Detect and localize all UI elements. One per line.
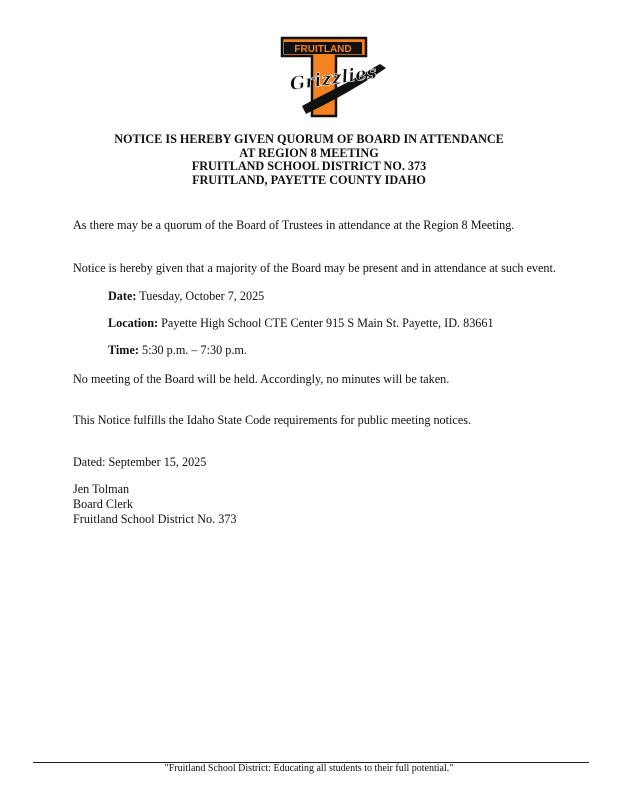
time-line bbox=[108, 343, 247, 358]
time-value: 5:30 p.m. – 7:30 p.m. bbox=[138, 343, 247, 357]
date-label: Date: bbox=[108, 289, 137, 303]
date-value: Tuesday, October 7, 2025 bbox=[136, 289, 265, 303]
footer-motto: "Fruitland School District: Educating all students to their full potential." bbox=[164, 763, 454, 774]
time-label: Time: bbox=[108, 343, 139, 357]
no-meeting-paragraph: No meeting of the Board will be held. Accordingly, no minutes will be taken. bbox=[73, 372, 450, 386]
location-value: Payette High School CTE Center 915 S Main St. Payette, ID. 83661 bbox=[158, 316, 494, 330]
state-code-paragraph: This Notice fulfills the Idaho State Code requirements for public meeting notices. bbox=[73, 413, 472, 427]
date-line bbox=[108, 289, 264, 304]
heading-line-2: AT REGION 8 MEETING bbox=[239, 145, 379, 160]
signer-title: Board Clerk bbox=[73, 497, 133, 511]
quorum-paragraph: As there may be a quorum of the Board of Trustees in attendance at the Region 8 Meeting. bbox=[73, 218, 515, 232]
signer-name: Jen Tolman bbox=[73, 482, 130, 496]
svg-text:FRUITLAND: FRUITLAND bbox=[294, 44, 352, 55]
heading-line-1: NOTICE IS HEREBY GIVEN QUORUM OF BOARD IN ATTENDANCE bbox=[114, 132, 504, 146]
svg-text:Grizzlies: Grizzlies bbox=[288, 62, 378, 96]
heading-line-3: FRUITLAND SCHOOL DISTRICT NO. 373 bbox=[191, 159, 427, 174]
signature-block bbox=[73, 482, 237, 527]
location-label: Location: bbox=[108, 316, 159, 330]
notice-heading bbox=[0, 133, 618, 187]
heading-line-4: FRUITLAND, PAYETTE COUNTY IDAHO bbox=[192, 172, 426, 187]
location-line bbox=[108, 316, 494, 331]
notice-paragraph: Notice is hereby given that a majority of the Board may be present and in attendance at such event. bbox=[73, 261, 556, 275]
fruitland-grizzlies-logo bbox=[280, 34, 390, 120]
dated-line: Dated: September 15, 2025 bbox=[73, 455, 207, 469]
signer-organization: Fruitland School District No. 373 bbox=[73, 512, 237, 526]
